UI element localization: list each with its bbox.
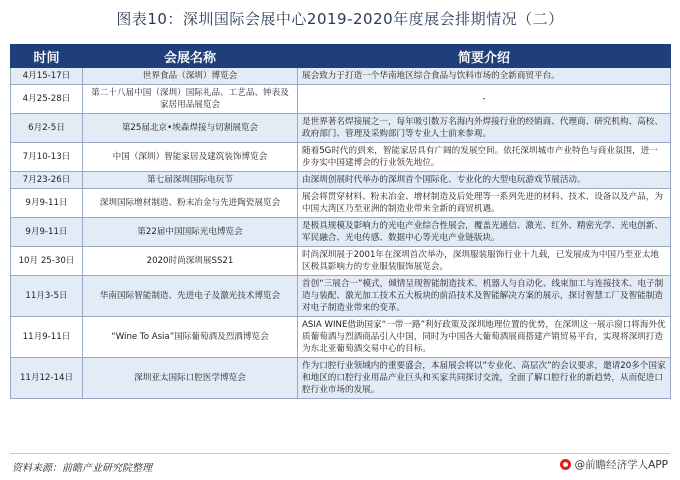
cell-desc: 展会致力于打造一个华南地区综合食品与饮料市场的全新商贸平台。 (298, 68, 671, 85)
header-desc: 简要介绍 (298, 45, 671, 68)
cell-desc: 是世界著名焊接展之一，每年吸引数万名海内外焊接行业的经销商、代理商、研究机构、高校、政府部门、管理及采购部门等专业人士前来参观。 (298, 114, 671, 143)
table-row (11, 317, 671, 358)
cell-time: 7月23-26日 (11, 172, 83, 189)
table-row (11, 247, 671, 276)
brand-credit (560, 457, 668, 472)
page-title: 图表10：深圳国际会展中心2019-2020年度展会排期情况（二） (116, 10, 564, 28)
cell-name: 第七届深圳国际电玩节 (83, 172, 298, 189)
table-row (11, 276, 671, 317)
table-header (11, 45, 671, 68)
cell-desc: 首创“三展合一”模式，倾情呈现智能制造技术、机器人与自动化、线束加工与连接技术、电子制造与装配、激光加工技术五大板块的前沿技术及智能解决方案的展示，探讨智慧工厂及智能制造对电子制造业带来的变革。 (298, 276, 671, 317)
cell-desc: 展会将贯穿材料、粉末冶金、增材制造及后处理等一系列先进的材料、技术、设备以及产品，为中国大湾区乃至亚洲的制造业带来全新的商贸机遇。 (298, 189, 671, 218)
header-time: 时间 (11, 45, 83, 68)
cell-desc: 随着5G时代的到来，智能家居具有广阔的发展空间。依托深圳城市产业特色与商业氛围，进一步夯实中国建博会的行业领先地位。 (298, 143, 671, 172)
table-row (11, 68, 671, 85)
header-name: 会展名称 (83, 45, 298, 68)
cell-name: 2020时尚深圳展SS21 (83, 247, 298, 276)
cell-name: 深圳亚太国际口腔医学博览会 (83, 358, 298, 399)
cell-time: 6月2-5日 (11, 114, 83, 143)
cell-time: 4月25-28日 (11, 85, 83, 114)
table-row (11, 189, 671, 218)
cell-time: 10月 25-30日 (11, 247, 83, 276)
table-header-row (11, 45, 671, 68)
footer-divider (10, 453, 670, 454)
cell-name: 第22届中国国际光电博览会 (83, 218, 298, 247)
cell-desc: - (298, 85, 671, 114)
table-body (11, 68, 671, 399)
cell-name: 第二十八届中国（深圳）国际礼品、工艺品、钟表及家居用品展览会 (83, 85, 298, 114)
cell-name: “Wine To Asia”国际葡萄酒及烈酒博览会 (83, 317, 298, 358)
table-row (11, 114, 671, 143)
table-row (11, 143, 671, 172)
cell-desc: 由深圳创展时代举办的深圳首个国际化、专业化的大型电玩游戏节展活动。 (298, 172, 671, 189)
table-row (11, 172, 671, 189)
cell-time: 11月9-11日 (11, 317, 83, 358)
cell-desc: 时尚深圳展于2001年在深圳首次举办，深圳服装服饰行业十九载，已发展成为中国乃至亚太地区极具影响力的专业服装服饰展览会。 (298, 247, 671, 276)
cell-desc: 是极具规模及影响力的光电产业综合性展会，覆盖光通信、激光、红外、精密光学、光电创新、军民融合、光电传感、数据中心等光电产业链版块。 (298, 218, 671, 247)
cell-time: 9月9-11日 (11, 189, 83, 218)
table-row (11, 85, 671, 114)
table-row (11, 358, 671, 399)
cell-name: 世界食品（深圳）博览会 (83, 68, 298, 85)
cell-time: 7月10-13日 (11, 143, 83, 172)
source-note: 资料来源：前瞻产业研究院整理 (12, 463, 152, 474)
table-row (11, 218, 671, 247)
schedule-table (10, 44, 671, 399)
cell-name: 深圳国际增材制造、粉末冶金与先进陶瓷展览会 (83, 189, 298, 218)
brand-text: @前瞻经济学人APP (574, 459, 668, 471)
qianzhan-logo-icon (560, 459, 571, 470)
cell-time: 9月9-11日 (11, 218, 83, 247)
cell-name: 第25届北京•埃森焊接与切割展览会 (83, 114, 298, 143)
cell-time: 11月3-5日 (11, 276, 83, 317)
cell-name: 中国（深圳）智能家居及建筑装饰博览会 (83, 143, 298, 172)
cell-name: 华南国际智能制造、先进电子及激光技术博览会 (83, 276, 298, 317)
cell-time: 11月12-14日 (11, 358, 83, 399)
schedule-table-wrapper (10, 44, 670, 399)
cell-desc: 作为口腔行业领域内的重要盛会，本届展会将以“专业化、高层次”的会议要求，邀请20多个国家和地区的口腔行业用品产业巨头和买家共同探讨交流，全面了解口腔行业的新趋势，从而促进口腔行业市场的发展。 (298, 358, 671, 399)
cell-time: 4月15-17日 (11, 68, 83, 85)
cell-desc: ASIA WINE借助国家“一带一路”利好政策及深圳地理位置的优势，在深圳这一展示窗口将海外优质葡萄酒与烈酒商品引入中国，同时为中国各大葡萄酒展商搭建产销贸易平台，实现将深圳打造为东北亚葡萄酒交易中心的目标。 (298, 317, 671, 358)
